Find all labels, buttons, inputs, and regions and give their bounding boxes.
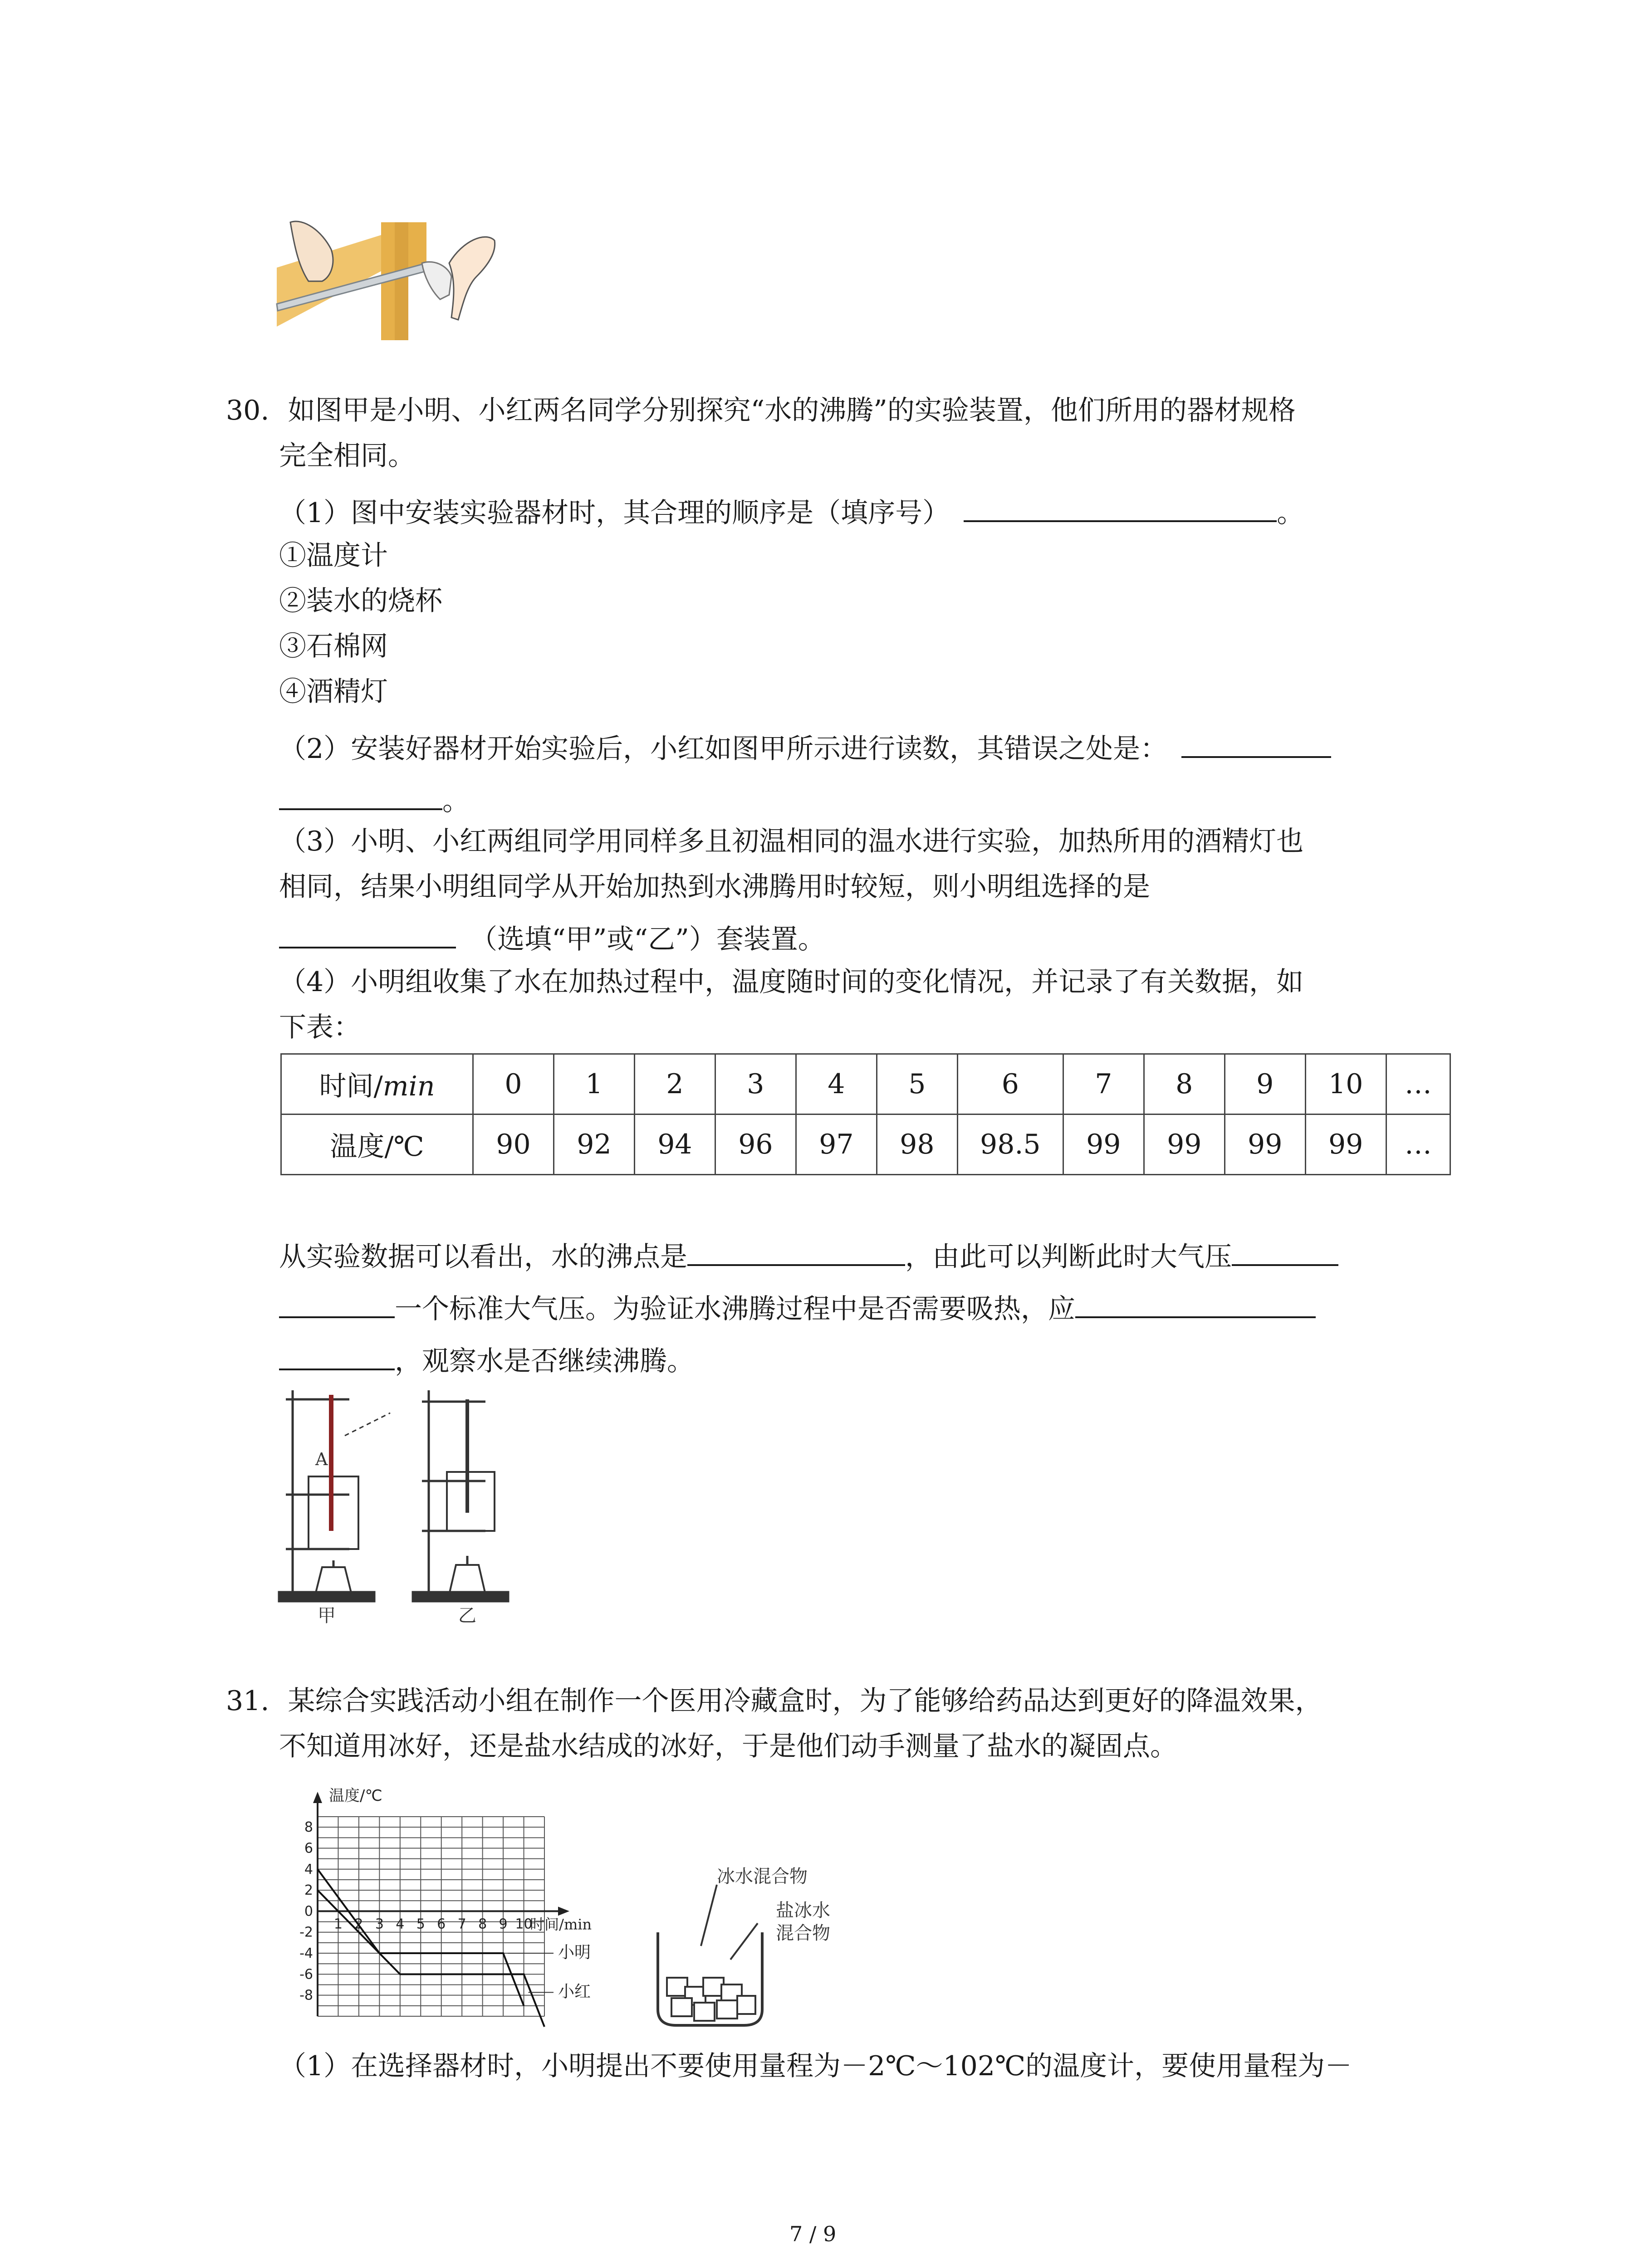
table-cell: 4 — [796, 1054, 877, 1114]
x-tick-label: 4 — [396, 1916, 405, 1932]
series-label: 小红 — [558, 1982, 591, 2001]
y-tick-label: 2 — [304, 1882, 313, 1899]
q30-method-blank-b[interactable] — [279, 1340, 395, 1370]
beaker-leader-line-2 — [730, 1923, 758, 1960]
y-tick-label: -2 — [299, 1924, 313, 1941]
q30-part1-answer-blank[interactable] — [964, 492, 1277, 522]
table-cell: 98 — [877, 1114, 957, 1175]
table-cell: … — [1386, 1114, 1450, 1175]
q30-part3-line-3: （选填“甲”或“乙”）套装置。 — [279, 919, 825, 958]
x-tick-label: 6 — [437, 1916, 446, 1932]
q30-after-table-line-3: ，观察水是否继续沸腾。 — [279, 1340, 694, 1379]
beaker-illustration — [649, 1864, 885, 2037]
table-cell: 99 — [1305, 1114, 1386, 1175]
q30-stem-line-2: 完全相同。 — [279, 440, 415, 472]
q30-pressure-blank-b[interactable] — [279, 1288, 395, 1318]
table-cell: 97 — [796, 1114, 877, 1175]
beaker-label-ice-water: 冰水混合物 — [717, 1866, 808, 1887]
table-cell: 6 — [957, 1054, 1063, 1114]
q30-part2-answer-blank-a[interactable] — [1181, 728, 1331, 758]
apparatus-yi — [413, 1390, 508, 1601]
table-cell: 98.5 — [957, 1114, 1063, 1175]
q30-number: 30. — [226, 395, 269, 426]
q30-option-2: ②装水的烧杯 — [279, 585, 442, 617]
table-cell: 1 — [554, 1054, 634, 1114]
table-header-time: 时间/min — [281, 1054, 473, 1114]
q30-boiling-point-blank[interactable] — [687, 1236, 905, 1266]
fig-label-yi: 乙 — [458, 1605, 476, 1626]
x-tick-label: 9 — [499, 1916, 508, 1932]
x-tick-label: 3 — [375, 1916, 384, 1932]
beaker-label-mixture: 混合物 — [776, 1923, 830, 1944]
q30-option-1: ①温度计 — [279, 540, 388, 572]
y-tick-label: 0 — [304, 1903, 313, 1920]
x-axis-arrow — [558, 1906, 569, 1916]
q30-part4-line-2: 下表： — [279, 1012, 361, 1043]
ruler-table-illustration — [272, 213, 499, 342]
boiling-apparatus-figure — [272, 1381, 526, 1626]
fig-label-a: A — [315, 1449, 328, 1469]
x-axis-label: 时间/min — [530, 1916, 592, 1933]
table-cell: 9 — [1225, 1054, 1305, 1114]
q30-part1: （1）图中安装实验器材时，其合理的顺序是（填序号） 。 — [279, 492, 1304, 531]
q31-part1-line: （1）在选择器材时，小明提出不要使用量程为－2℃～102℃的温度计，要使用量程为－ — [279, 2050, 1352, 2082]
table-cell: 10 — [1305, 1054, 1386, 1114]
y-tick-label: 4 — [304, 1861, 313, 1877]
page-number: 7 / 9 — [789, 2222, 837, 2246]
q30-option-3: ③石棉网 — [279, 631, 388, 662]
y-axis-arrow — [313, 1792, 322, 1803]
y-tick-label: -6 — [299, 1966, 313, 1983]
x-tick-label: 7 — [457, 1916, 466, 1932]
q30-part2: （2）安装好器材开始实验后，小红如图甲所示进行读数，其错误之处是： — [279, 728, 1331, 767]
temperature-time-table — [280, 1053, 1451, 1175]
q30-pressure-blank-a[interactable] — [1232, 1236, 1338, 1266]
table-cell: 2 — [634, 1054, 715, 1114]
beaker-leader-line-1 — [701, 1885, 717, 1946]
table-cell: 94 — [634, 1114, 715, 1175]
q31-number: 31. — [226, 1685, 269, 1717]
q31-stem-line-1: 31. 某综合实践活动小组在制作一个医用冷藏盒时，为了能够给药品达到更好的降温效果， — [226, 1685, 1323, 1717]
table-cell: 0 — [473, 1054, 554, 1114]
table-cell: 99 — [1225, 1114, 1305, 1175]
apparatus-jia — [279, 1390, 390, 1601]
q30-part2-cont: 。 — [279, 780, 470, 819]
x-tick-label: 10 — [515, 1916, 533, 1932]
q30-option-4: ④酒精灯 — [279, 676, 388, 708]
y-tick-label: -4 — [299, 1945, 313, 1962]
x-tick-label: 5 — [416, 1916, 425, 1932]
table-row-temperature — [281, 1114, 1450, 1175]
y-tick-label: -8 — [299, 1987, 313, 2004]
q30-part2-answer-blank-b[interactable] — [279, 780, 442, 810]
table-cell: 3 — [715, 1054, 796, 1114]
q30-stem-line-1: 30. 如图甲是小明、小红两名同学分别探究“水的沸腾”的实验装置，他们所用的器材规格 — [226, 395, 1296, 426]
table-cell: 92 — [554, 1114, 634, 1175]
q30-part3-line-2: 相同，结果小明组同学从开始加热到水沸腾用时较短，则小明组选择的是 — [279, 871, 1150, 903]
q30-part4-line-1: （4）小明组收集了水在加热过程中，温度随时间的变化情况，并记录了有关数据，如 — [279, 966, 1304, 998]
q31-stem-line-2: 不知道用冰好，还是盐水结成的冰好，于是他们动手测量了盐水的凝固点。 — [279, 1730, 1177, 1762]
y-axis-label: 温度/℃ — [329, 1787, 382, 1805]
table-header-temperature: 温度/℃ — [281, 1114, 473, 1175]
y-tick-label: 6 — [304, 1840, 313, 1857]
series-label: 小明 — [558, 1943, 591, 1962]
table-cell: 8 — [1144, 1054, 1225, 1114]
q30-part3-answer-blank[interactable] — [279, 919, 456, 948]
q30-method-blank-a[interactable] — [1075, 1288, 1316, 1318]
y-tick-label: 8 — [304, 1819, 313, 1836]
table-cell: … — [1386, 1054, 1450, 1114]
cooling-curve-chart — [286, 1780, 640, 2034]
fig-label-jia: 甲 — [318, 1605, 336, 1626]
table-row-time — [281, 1054, 1450, 1114]
x-tick-label: 2 — [354, 1916, 363, 1932]
table-cell: 99 — [1144, 1114, 1225, 1175]
beaker-label-salt-ice-water: 盐冰水 — [776, 1900, 830, 1921]
q30-part3-line-1: （3）小明、小红两组同学用同样多且初温相同的温水进行实验，加热所用的酒精灯也 — [279, 826, 1304, 857]
x-tick-label: 1 — [333, 1916, 343, 1932]
table-cell: 5 — [877, 1054, 957, 1114]
q30-after-table-line-1: 从实验数据可以看出，水的沸点是 ，由此可以判断此时大气压 — [279, 1236, 1338, 1275]
table-cell: 96 — [715, 1114, 796, 1175]
table-cell: 7 — [1063, 1054, 1144, 1114]
ice-cubes — [667, 1978, 755, 2021]
table-cell: 99 — [1063, 1114, 1144, 1175]
table-cell: 90 — [473, 1114, 554, 1175]
q30-after-table-line-2: 一个标准大气压。为验证水沸腾过程中是否需要吸热，应 — [279, 1288, 1316, 1327]
x-tick-label: 8 — [478, 1916, 487, 1932]
